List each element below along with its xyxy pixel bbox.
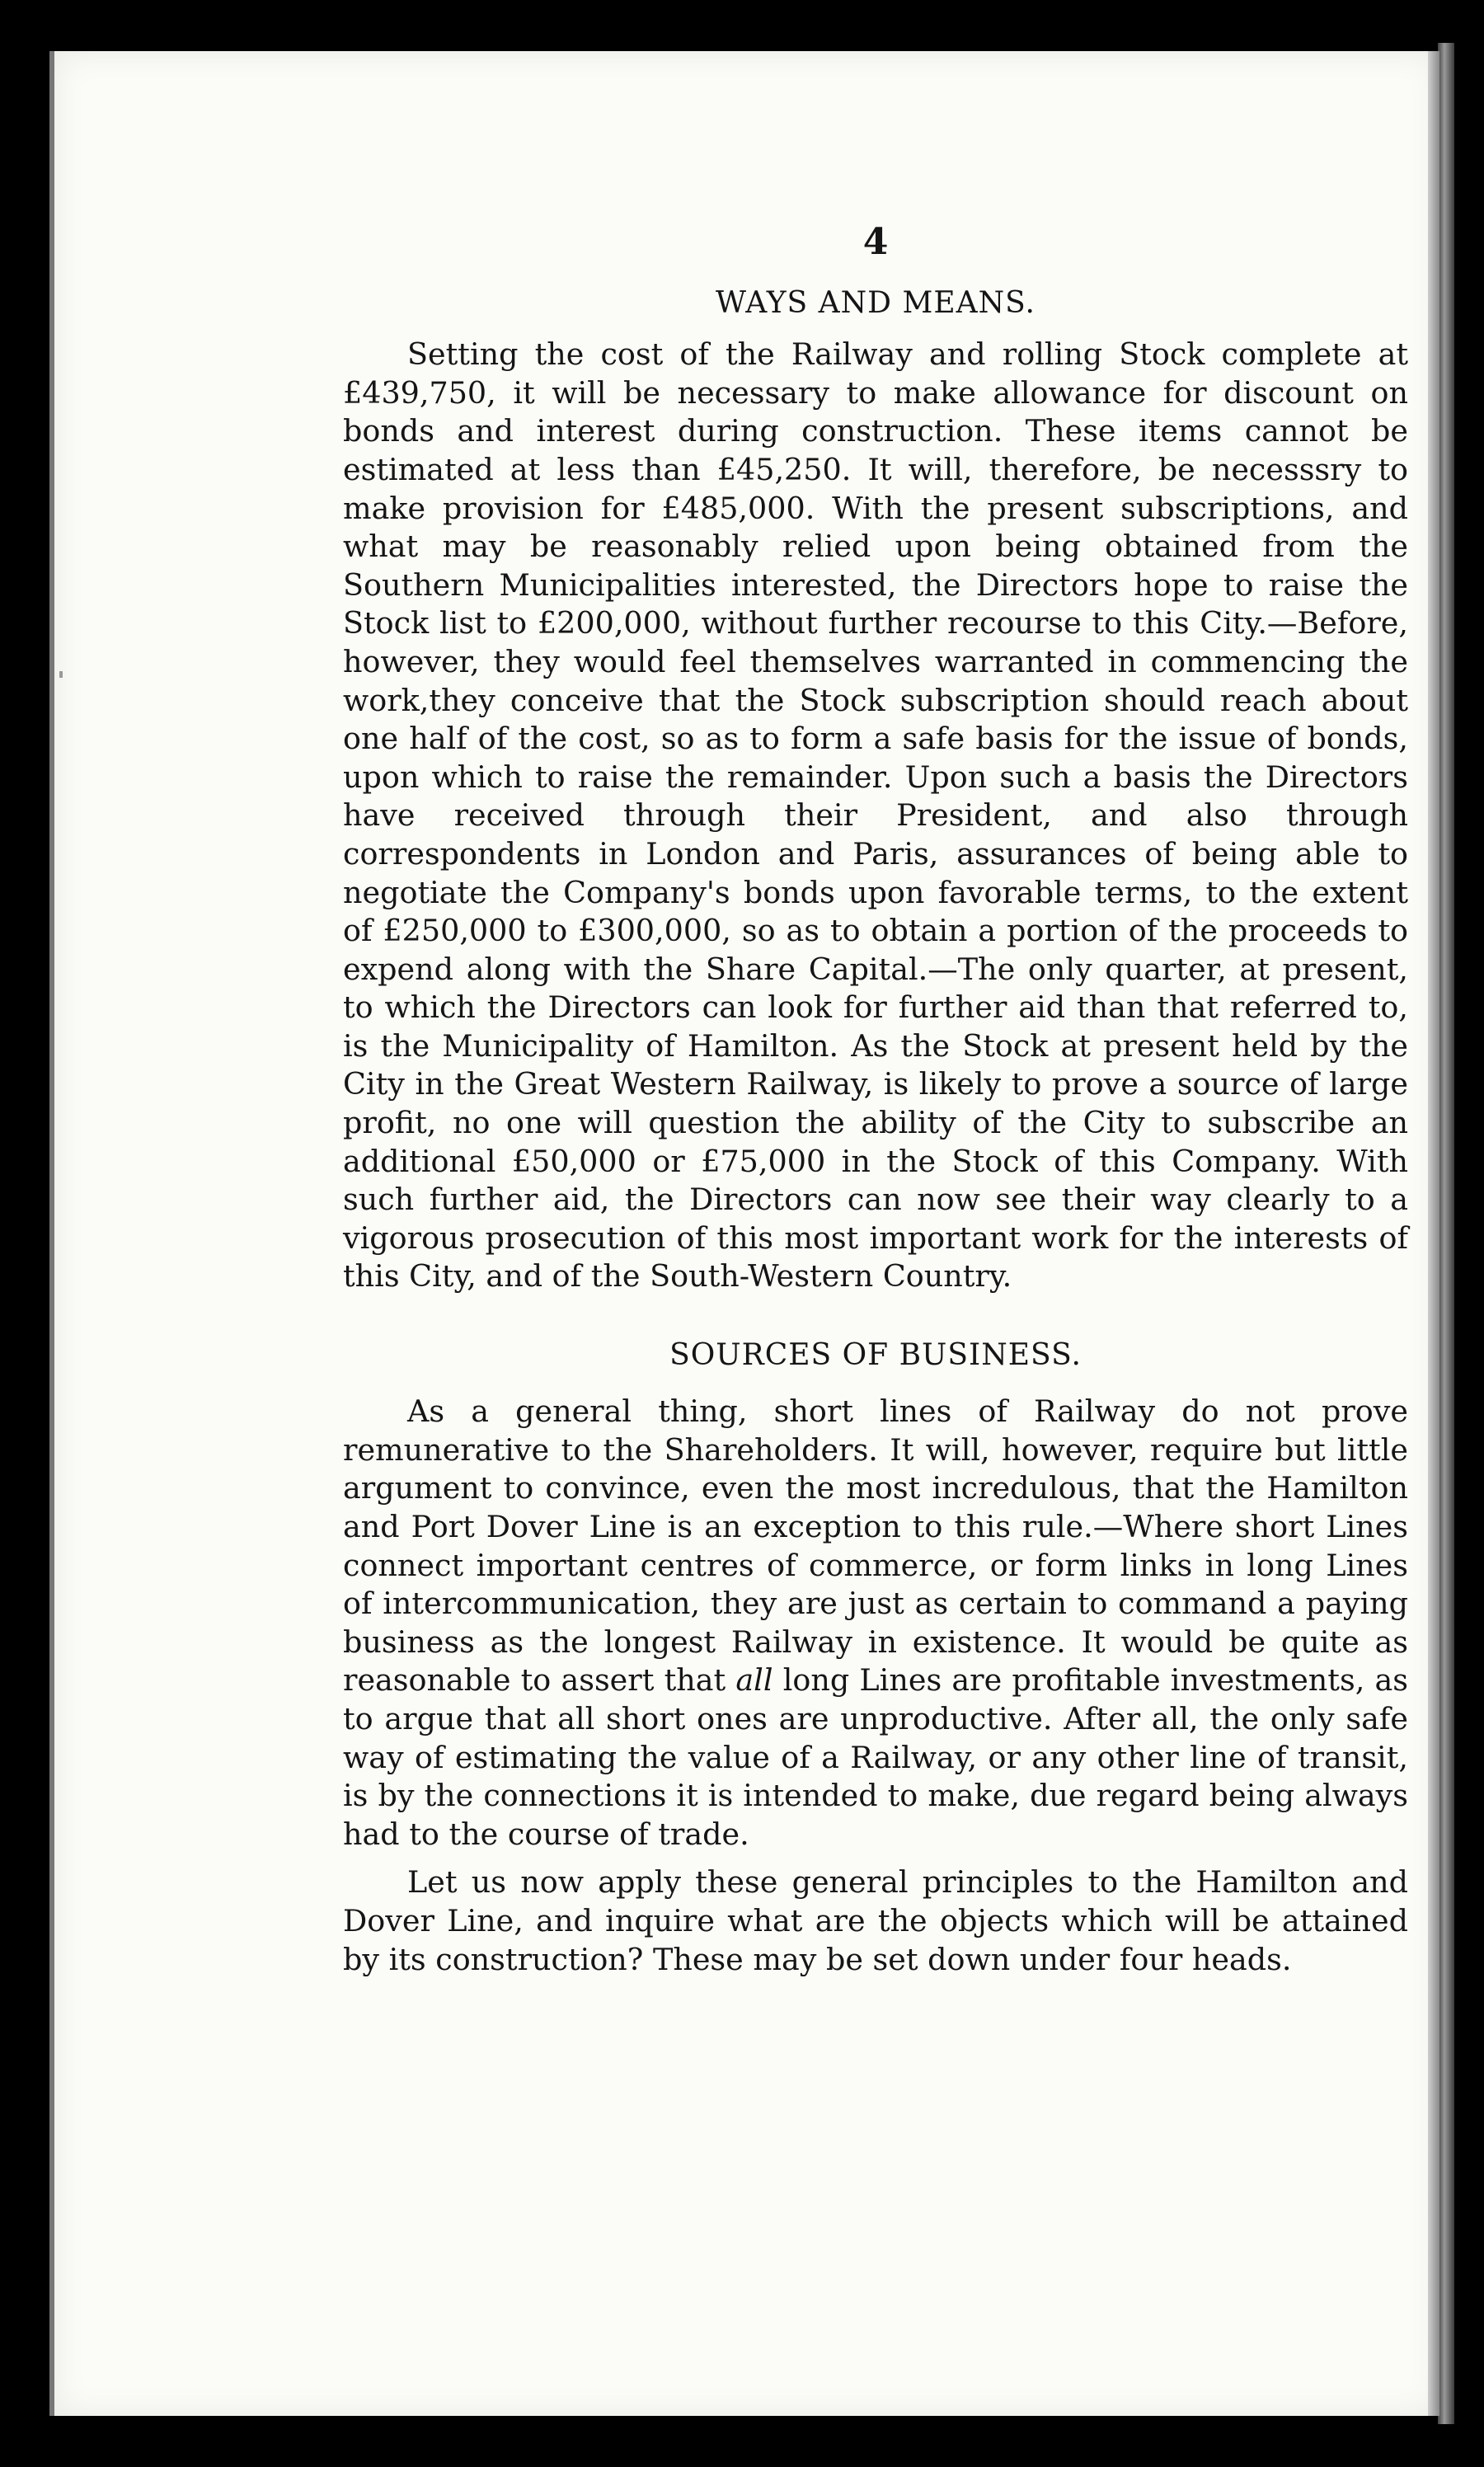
page-number: 4 [862, 221, 889, 263]
page-edge-shadow [1438, 43, 1454, 2424]
heading-ways-and-means: WAYS AND MEANS. [716, 286, 1036, 320]
paragraph-sources-1 [343, 1393, 1408, 1854]
page-right-edge [1428, 51, 1439, 2416]
paragraph-sources-1-emphasis: all [735, 1662, 773, 1699]
page-content [343, 221, 1408, 1979]
document-page [49, 51, 1439, 2416]
scan-speck [59, 671, 63, 678]
paragraph-sources-1-text-b: long Lines are profitable investments, as to argue that all short ones are unproductive. After all, the only safe way of estimating the value of a Railway, or any other line of transit, is by the connections it is intended to make, due regard being always had to the course of trade. [343, 1662, 1408, 1852]
heading-sources-of-business: SOURCES OF BUSINESS. [669, 1338, 1082, 1373]
paragraph-sources-2: Let us now apply these general principles to the Hamilton and Dover Line, and inquire what are the objects which will be attained by its construction? These may be set down under four heads. [343, 1864, 1408, 1977]
paragraph-ways-and-means: Setting the cost of the Railway and rolling Stock complete at £439,750, it will be necessary to make allowance for discount on bonds and interest during construction. These items cannot be estimated at less than £45,250. It will, therefore, be necesssry to make provision for £485,000. With the present subscriptions, and what may be reasonably relied upon being obtained from the Southern Municipalities interested, the Directors hope to raise the Stock list to £200,000, without further recourse to this City.—Before, however, they would feel themselves warranted in commencing the work,they conceive that the Stock subscription should reach about one half of the cost, so as to form a safe basis for the issue of bonds, upon which to raise the remainder. Upon such a basis the Directors have received through their President, and also through correspondents in London and Paris, assurances of being able to negotiate the Company's bonds upon favorable terms, to the extent of £250,000 to £300,000, so as to obtain a portion of the proceeds to expend along with the Share Capital.—The only quarter, at present, to which the Directors can look for further aid than that referred to, is the Municipality of Hamilton. As the Stock at present held by the City in the Great Western Railway, is likely to prove a source of large profit, no one will question the ability of the City to subscribe an additional £50,000 or £75,000 in the Stock of this Company. With such further aid, the Directors can now see their way clearly to a vigorous prosecution of this most important work for the interests of this City, and of the South-Western Country. [343, 336, 1408, 1295]
paragraph-sources-1-text-a: As a general thing, short lines of Railway do not prove remunerative to the Shareholders. It will, however, require but little argument to convince, even the most incredulous, that the Hamilton and Port Dover Line is an exception to this rule.—Where short Lines connect important centres of commerce, or form links in long Lines of intercommunication, they are just as certain to command a paying business as the longest Railway in existence. It would be quite as reasonable to assert that [343, 1393, 1408, 1699]
